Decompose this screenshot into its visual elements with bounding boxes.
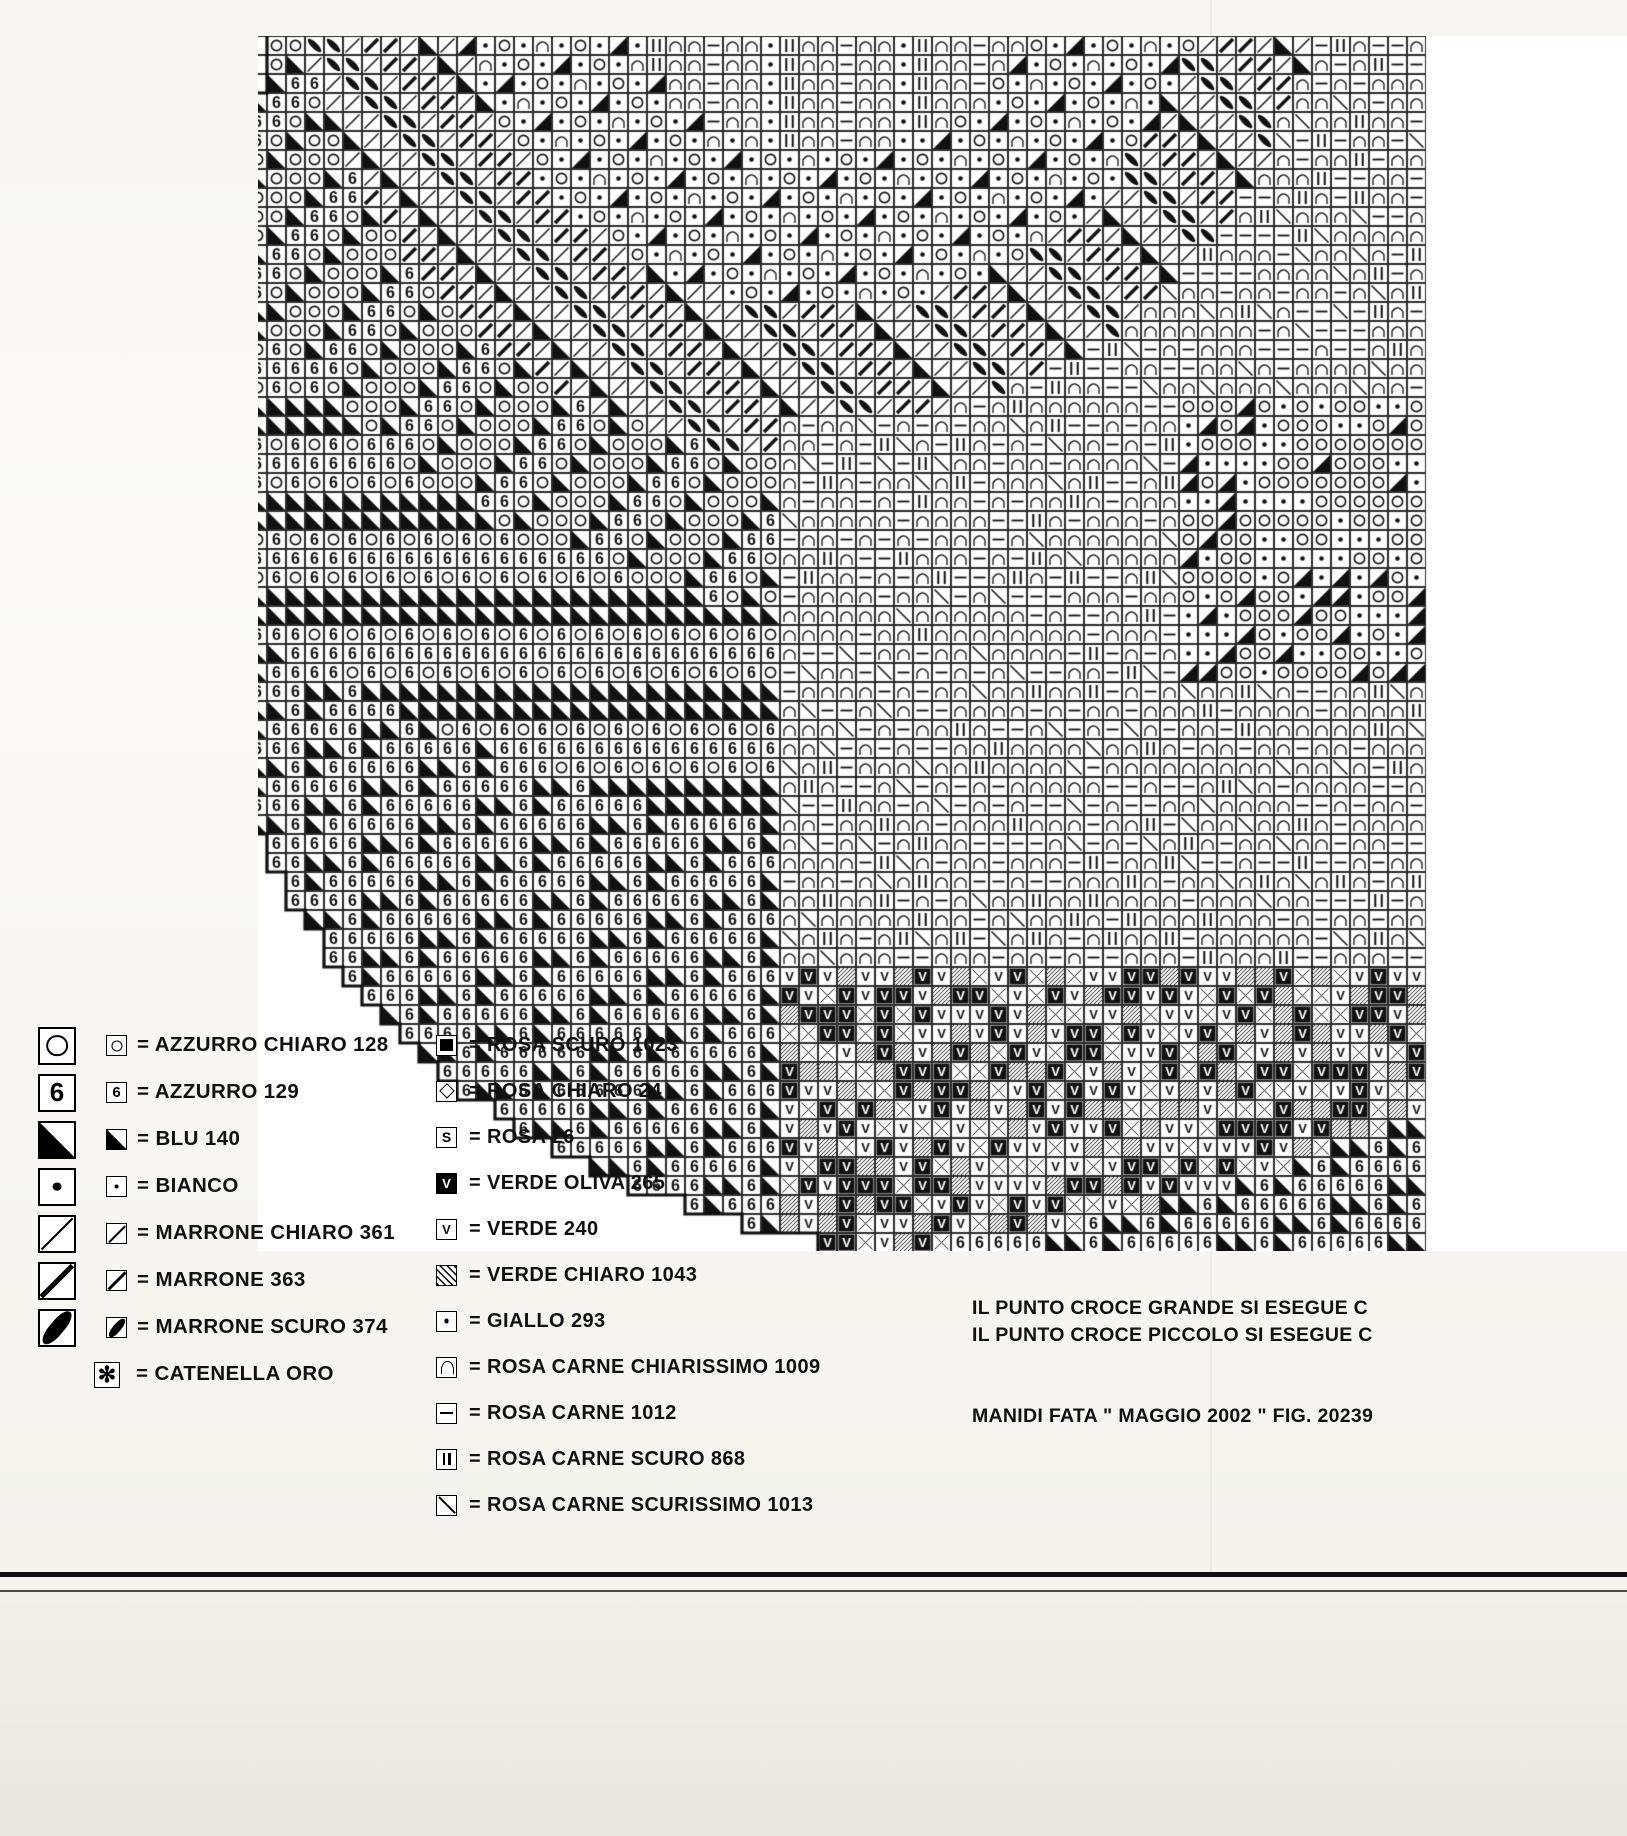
dot-icon-small [106, 1176, 127, 1197]
legend-item-label: = ROSA CARNE CHIARISSIMO 1009 [469, 1356, 821, 1378]
legend-item [436, 1068, 906, 1114]
legend-item [38, 1116, 438, 1163]
diamond-icon [436, 1081, 457, 1102]
legend-item [38, 1257, 438, 1304]
letter-s-icon: S [436, 1127, 457, 1148]
instruction-line-1: IL PUNTO CROCE GRANDE SI ESEGUE C [972, 1297, 1368, 1319]
paper-bottom-margin [0, 1592, 1627, 1836]
legend-item [436, 1252, 906, 1298]
legend-item [436, 1390, 906, 1436]
footer-rule-primary [0, 1572, 1627, 1577]
legend-item [436, 1114, 906, 1160]
legend-item [38, 1210, 438, 1257]
legend-item-label: = ROSA CARNE 1012 [469, 1402, 677, 1424]
legend-item-label: = VERDE CHIARO 1043 [469, 1264, 698, 1286]
ring-icon [38, 1027, 76, 1065]
legend-item-label: = BLU 140 [137, 1127, 241, 1151]
legend-item-label: = ROSA CARNE SCURISSIMO 1013 [469, 1494, 814, 1516]
instruction-line-2: IL PUNTO CROCE PICCOLO SI ESEGUE C [972, 1324, 1373, 1346]
legend-item-label: = AZZURRO 129 [137, 1080, 300, 1104]
legend-item-label: = BIANCO [137, 1174, 239, 1198]
legend-item-label: = ROSA 26 [469, 1126, 575, 1148]
triangle-icon [38, 1121, 76, 1159]
legend-item-label: = MARRONE SCURO 374 [137, 1315, 388, 1339]
legend-item [38, 1304, 438, 1351]
leaf-icon-small [106, 1317, 127, 1338]
legend-column-right [436, 1022, 906, 1528]
legend-item-label: = MARRONE 363 [137, 1268, 306, 1292]
dot-in-square-icon [436, 1311, 457, 1332]
legend-item [38, 1163, 438, 1210]
legend-item [436, 1344, 906, 1390]
six-icon: 6 [38, 1074, 76, 1112]
legend-column-left [38, 1022, 438, 1398]
arch-icon [436, 1357, 457, 1378]
legend-item-label: = VERDE OLIVA 265 [469, 1172, 666, 1194]
legend-item-label: = ROSA SCURO 1023 [469, 1034, 678, 1056]
thick-slash-icon [38, 1262, 76, 1300]
horizontal-bar-icon [436, 1403, 457, 1424]
filled-square-icon [436, 1035, 457, 1056]
legend-item [436, 1298, 906, 1344]
legend-item [436, 1206, 906, 1252]
legend-item [436, 1160, 906, 1206]
hatch-icon [436, 1265, 457, 1286]
six-icon-small: 6 [106, 1082, 127, 1103]
legend-item-label: = ROSA CHIARO 24 [469, 1080, 662, 1102]
slash-icon-small [106, 1223, 127, 1244]
legend-item [436, 1022, 906, 1068]
ring-icon-small [106, 1035, 127, 1056]
legend-item-label: = CATENELLA ORO [136, 1362, 334, 1386]
legend-item-label: = VERDE 240 [469, 1218, 599, 1240]
thick-slash-icon-small [106, 1270, 127, 1291]
back-slash-icon [436, 1495, 457, 1516]
legend-item [38, 1069, 438, 1116]
dot-icon [38, 1168, 76, 1206]
letter-v-filled-icon: V [436, 1173, 457, 1194]
legend-item-label: = GIALLO 293 [469, 1310, 606, 1332]
legend-item [38, 1351, 438, 1398]
star-icon: ✻ [94, 1362, 120, 1388]
letter-v-icon: V [436, 1219, 457, 1240]
publication-credit: MANIDI FATA " MAGGIO 2002 " FIG. 20239 [972, 1405, 1374, 1427]
legend-item [436, 1482, 906, 1528]
triangle-icon-small [106, 1129, 127, 1150]
legend-item [38, 1022, 438, 1069]
legend-item-label: = MARRONE CHIARO 361 [137, 1221, 396, 1245]
slash-icon [38, 1215, 76, 1253]
double-bar-icon [436, 1449, 457, 1470]
legend-item-label: = AZZURRO CHIARO 128 [137, 1033, 389, 1057]
stitch-instructions [972, 1295, 1627, 1349]
leaf-icon [38, 1309, 76, 1347]
legend-item-label: = ROSA CARNE SCURO 868 [469, 1448, 746, 1470]
legend-item [436, 1436, 906, 1482]
